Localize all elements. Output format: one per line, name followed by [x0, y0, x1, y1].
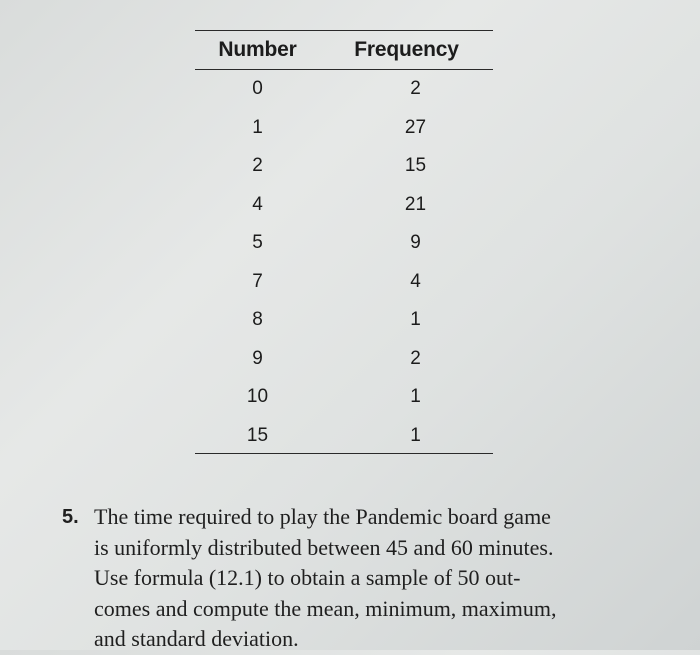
table-row	[195, 263, 493, 302]
exercise-line: comes and compute the mean, minimum, maximum,	[94, 595, 557, 621]
cell-number: 1	[252, 116, 263, 138]
table-row	[195, 186, 493, 225]
table-row	[195, 224, 493, 263]
exercise-line: is uniformly distributed between 45 and 60 minutes.	[94, 534, 554, 560]
cell-number: 5	[252, 232, 263, 254]
cell-frequency: 1	[410, 386, 421, 408]
exercise-line: The time required to play the Pandemic board game	[94, 504, 551, 529]
frequency-table	[195, 30, 493, 454]
cell-number: 10	[246, 386, 269, 408]
exercise-line: Use formula (12.1) to obtain a sample of 50 out-	[94, 565, 521, 590]
cell-frequency: 2	[410, 347, 421, 369]
cell-frequency: 1	[410, 309, 421, 331]
cell-frequency: 4	[410, 270, 421, 292]
table-row	[195, 417, 493, 456]
cell-frequency: 27	[404, 116, 427, 138]
table-row	[195, 109, 493, 148]
exercise-number: 5.	[62, 506, 79, 528]
table-row	[195, 70, 493, 109]
table-bottom-rule	[195, 453, 493, 454]
cell-number: 0	[252, 78, 263, 100]
cell-number: 7	[252, 270, 263, 292]
table-row	[195, 340, 493, 379]
cell-frequency: 15	[404, 155, 427, 177]
table-row	[195, 147, 493, 186]
cell-frequency: 2	[410, 78, 421, 100]
cell-number: 15	[246, 424, 269, 446]
cell-number: 4	[252, 193, 263, 215]
cell-frequency: 9	[410, 232, 421, 254]
header-number: Number	[218, 38, 297, 61]
exercise-line: and standard deviation.	[94, 626, 299, 651]
cell-frequency: 21	[404, 193, 427, 215]
table-row	[195, 301, 493, 340]
cell-number: 8	[252, 309, 263, 331]
table-row	[195, 378, 493, 417]
header-frequency: Frequency	[354, 38, 459, 61]
table-header-row	[195, 31, 493, 70]
cell-number: 2	[252, 155, 263, 177]
exercise-text	[94, 502, 662, 655]
cell-number: 9	[252, 347, 263, 369]
cell-frequency: 1	[410, 424, 421, 446]
